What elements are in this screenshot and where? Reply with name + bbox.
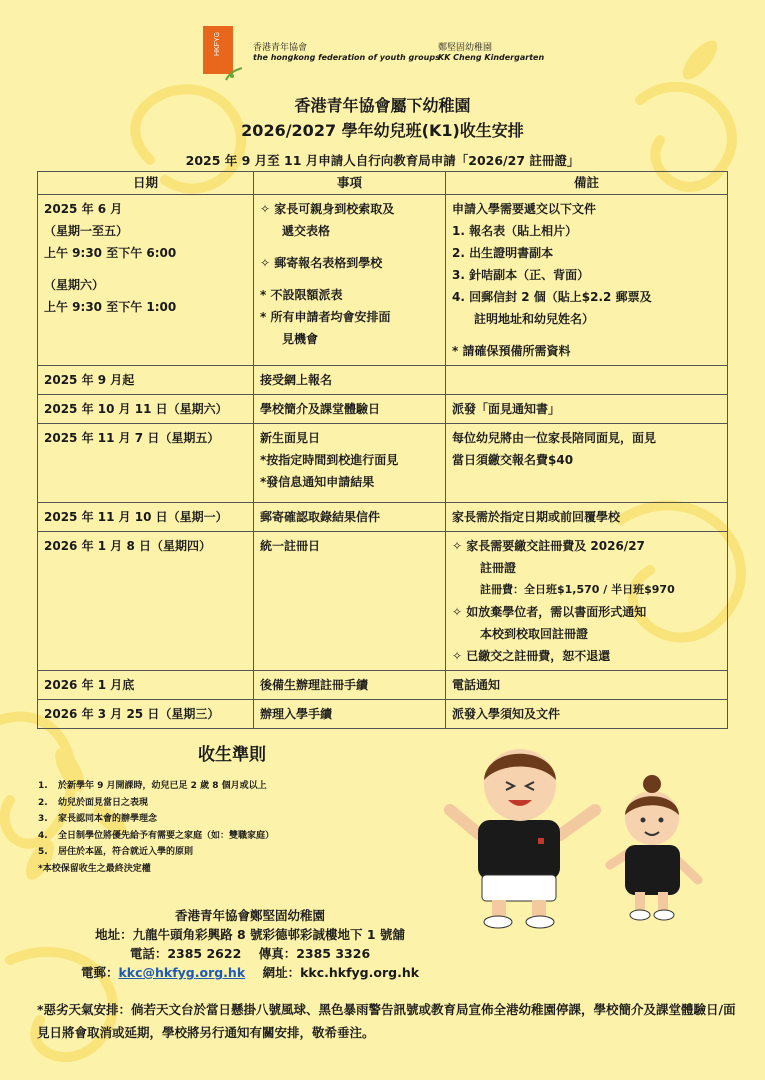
- email-link[interactable]: kkc@hkfyg.org.hk: [118, 965, 246, 980]
- cell-line: 1. 報名表（貼上相片）: [452, 224, 578, 238]
- header-date: 日期: [38, 172, 254, 195]
- cell-line: ✧ 家長可親身到校索取及: [260, 202, 395, 216]
- fax-value: 2385 3326: [296, 946, 371, 961]
- header-item: 事項: [254, 172, 446, 195]
- phone-value: 2385 2622: [167, 946, 242, 961]
- cell-line: 遞交表格: [282, 224, 331, 238]
- date-cell: 2025 年 11 月 7 日（星期五）: [38, 424, 254, 503]
- website-value: kkc.hkfyg.org.hk: [300, 965, 420, 980]
- remarks-cell: [446, 532, 728, 671]
- date-cell: [38, 195, 254, 366]
- cell-line: *按指定時間到校進行面見: [260, 453, 399, 467]
- school-name-en: KK Cheng Kindergarten: [438, 53, 545, 62]
- cell-line: 2025 年 6 月: [44, 202, 123, 216]
- table-row: [38, 395, 728, 424]
- weather-arrangement-note: *惡劣天氣安排：倘若天文台於當日懸掛八號風球、黑色暴雨警告訊號或教育局宣佈全港幼稚園停課，學校簡介及課堂體驗日/面見日將會取消或延期，學校將另行通知有關安排，敬希垂注。: [37, 1002, 736, 1040]
- org-name-en: the hongkong federation of youth groups: [253, 53, 440, 62]
- remarks-cell: 派發「面見通知書」: [446, 395, 728, 424]
- list-item: 1. 於新學年 9 月開課時，幼兒已足 2 歲 8 個月或以上: [38, 781, 267, 791]
- date-cell: 2026 年 3 月 25 日（星期三）: [38, 700, 254, 729]
- school-name: 香港青年協會鄭堅固幼稚園: [174, 908, 325, 923]
- table-header-row: [38, 172, 728, 195]
- cell-line: 3. 針咭副本（正、背面）: [452, 268, 590, 282]
- list-item: 5. 居住於本區，符合就近入學的原則: [38, 847, 194, 857]
- cell-line: 註冊證: [480, 561, 517, 575]
- email-web-row: 電郵：kkc@hkfyg.org.hk 網址：kkc.hkfyg.org.hk: [80, 965, 420, 980]
- date-cell: 2026 年 1 月 8 日（星期四）: [38, 532, 254, 671]
- table-row: [38, 532, 728, 671]
- cell-line: 當日須繳交報名費$40: [452, 453, 574, 467]
- remarks-cell: 電話通知: [446, 671, 728, 700]
- item-cell: 接受網上報名: [254, 366, 446, 395]
- date-cell: 2025 年 11 月 10 日（星期一）: [38, 503, 254, 532]
- cell-line: （星期六）: [44, 278, 105, 292]
- cell-line: 2. 出生證明書副本: [452, 246, 554, 260]
- cell-line: ✧ 家長需要繳交註冊費及 2026/27: [452, 539, 645, 553]
- cell-line: 上午 9:30 至下午 6:00: [44, 246, 177, 260]
- cell-line: 本校到校取回註冊證: [480, 627, 589, 641]
- remarks-cell: 家長需於指定日期或前回覆學校: [446, 503, 728, 532]
- school-logo-text: [438, 40, 544, 62]
- remarks-cell: [446, 366, 728, 395]
- cell-line: （星期一至五）: [44, 224, 129, 238]
- list-item: 3. 家長認同本會的辦學理念: [38, 814, 158, 824]
- list-item: 2. 幼兒於面見當日之表現: [38, 797, 149, 808]
- logo-sprout-icon: [224, 66, 246, 82]
- cell-line: 上午 9:30 至下午 1:00: [44, 300, 177, 314]
- address-value: 九龍牛頭角彩興路 8 號彩德邨彩誠樓地下 1 號舖: [132, 927, 405, 942]
- item-cell: 統一註冊日: [254, 532, 446, 671]
- table-row: [38, 671, 728, 700]
- svg-text:HKFYG: HKFYG: [214, 31, 221, 56]
- remarks-cell: [446, 424, 728, 503]
- school-name-zh: 鄭堅固幼稚園: [438, 43, 493, 53]
- address-row: 地址：九龍牛頭角彩興路 8 號彩德邨彩誠樓地下 1 號舖: [95, 927, 405, 942]
- cell-line: ✧ 郵寄報名表格到學校: [260, 256, 383, 270]
- item-cell: [254, 195, 446, 366]
- date-cell: 2025 年 9 月起: [38, 366, 254, 395]
- phone-fax-row: 電話：2385 2622 傳真：2385 3326: [129, 946, 371, 961]
- criteria-footnote: *本校保留收生之最終決定權: [38, 863, 151, 874]
- cell-line: *發信息通知申請結果: [260, 475, 375, 489]
- cell-line: * 所有申請者均會安排面: [260, 310, 391, 324]
- table-row: [38, 195, 728, 366]
- cell-line: 註明地址和幼兒姓名）: [474, 312, 595, 326]
- cell-line: ✧ 如放棄學位者，需以書面形式通知: [452, 605, 647, 619]
- schedule-table: [37, 171, 728, 729]
- table-row: [38, 424, 728, 503]
- item-cell: 學校簡介及課堂體驗日: [254, 395, 446, 424]
- admission-criteria-title: 收生準則: [198, 745, 266, 765]
- cell-line: 每位幼兒將由一位家長陪同面見，面見: [452, 431, 657, 445]
- table-row: [38, 503, 728, 532]
- cell-line: 申請入學需要遞交以下文件: [452, 202, 597, 216]
- item-cell: 後備生辦理註冊手續: [254, 671, 446, 700]
- page-title: 香港青年協會屬下幼稚園: [294, 96, 471, 115]
- table-row: [38, 366, 728, 395]
- date-cell: 2026 年 1 月底: [38, 671, 254, 700]
- contact-info: [0, 906, 500, 982]
- application-note: 2025 年 9 月至 11 月申請人自行向教育局申請「2026/27 註冊證」: [185, 153, 580, 168]
- cell-line: ✧ 已繳交之註冊費，恕不退還: [452, 649, 611, 663]
- remarks-cell: 派發入學須知及文件: [446, 700, 728, 729]
- table-row: [38, 700, 728, 729]
- item-cell: 郵寄確認取錄結果信件: [254, 503, 446, 532]
- org-name-zh: 香港青年協會: [253, 43, 308, 53]
- cell-line: * 不設限額派表: [260, 288, 343, 302]
- remarks-cell: [446, 195, 728, 366]
- org-logo-text: [253, 40, 440, 62]
- list-item: 4. 全日制學位將優先給予有需要之家庭（如：雙職家庭）: [38, 830, 275, 841]
- item-cell: 辦理入學手續: [254, 700, 446, 729]
- page-subtitle: 2026/2027 學年幼兒班(K1)收生安排: [241, 121, 524, 140]
- children-illustration: [440, 740, 710, 930]
- cell-line: * 請確保預備所需資料: [452, 344, 571, 358]
- date-cell: 2025 年 10 月 11 日（星期六）: [38, 395, 254, 424]
- header-remarks: 備註: [446, 172, 728, 195]
- cell-line: 新生面見日: [260, 431, 321, 445]
- cell-line: 見機會: [282, 332, 319, 346]
- item-cell: [254, 424, 446, 503]
- admission-criteria-list: [38, 778, 274, 877]
- cell-line: 註冊費：全日班$1,570 / 半日班$970: [480, 583, 675, 596]
- cell-line: 4. 回郵信封 2 個（貼上$2.2 郵票及: [452, 290, 652, 304]
